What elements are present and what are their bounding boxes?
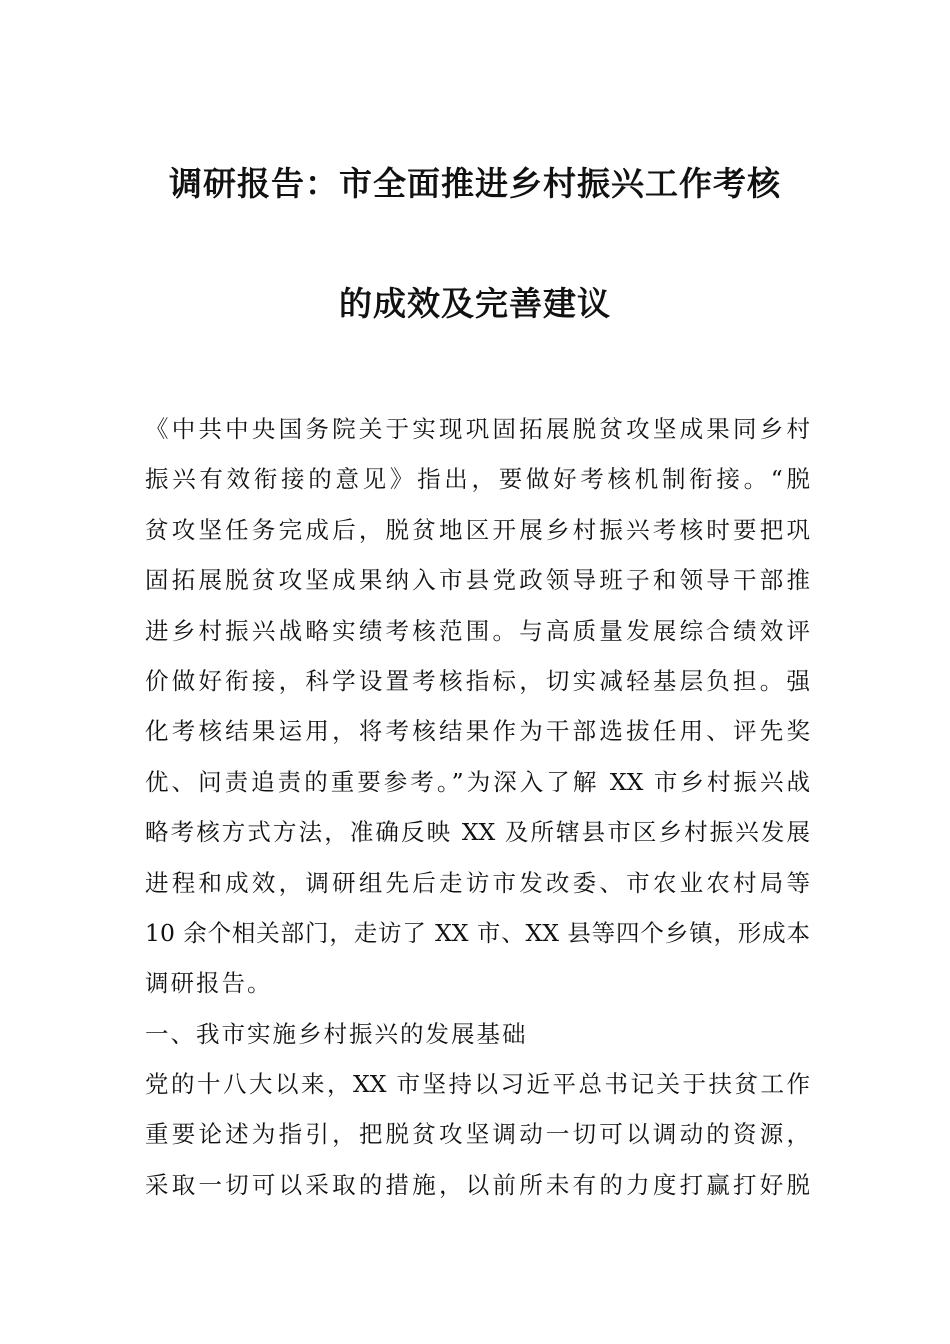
intro-line: 10 余个相关部门，走访了 XX 市、XX 县等四个乡镇，形成本 (145, 918, 810, 947)
intro-line: 优、问责追责的重要参考。”为深入了解 XX 市乡村振兴战 (145, 767, 810, 796)
section-heading: 一、我市实施乡村振兴的发展基础 (145, 1019, 528, 1048)
intro-line: 略考核方式方法，准确反映 XX 及所辖县市区乡村振兴发展 (145, 818, 810, 847)
intro-line: 固拓展脱贫攻坚成果纳入市县党政领导班子和领导干部推 (145, 566, 810, 595)
document-body (145, 404, 810, 1210)
intro-line: 化考核结果运用，将考核结果作为干部选拔任用、评先奖 (145, 717, 810, 746)
section-line: 采取一切可以采取的措施，以前所未有的力度打赢打好脱 (145, 1170, 810, 1199)
intro-line: 贫攻坚任务完成后，脱贫地区开展乡村振兴考核时要把巩 (145, 515, 810, 544)
intro-line: 《中共中央国务院关于实现巩固拓展脱贫攻坚成果同乡村 (145, 415, 810, 443)
intro-line: 进乡村振兴战略实绩考核范围。与高质量发展综合绩效评 (145, 616, 810, 645)
document-title-line-1: 调研报告：市全面推进乡村振兴工作考核 (169, 164, 781, 203)
intro-line: 价做好衔接，科学设置考核指标，切实减轻基层负担。强 (145, 666, 810, 695)
intro-line: 调研报告。 (145, 969, 273, 998)
document-title-line-2: 的成效及完善建议 (339, 284, 611, 323)
section-line: 重要论述为指引，把脱贫攻坚调动一切可以调动的资源， (145, 1120, 810, 1149)
section-line: 党的十八大以来，XX 市坚持以习近平总书记关于扶贫工作 (145, 1070, 810, 1099)
intro-line: 振兴有效衔接的意见》指出，要做好考核机制衔接。“脱 (145, 465, 810, 494)
intro-line: 进程和成效，调研组先后走访市发改委、市农业农村局等 (145, 868, 810, 897)
